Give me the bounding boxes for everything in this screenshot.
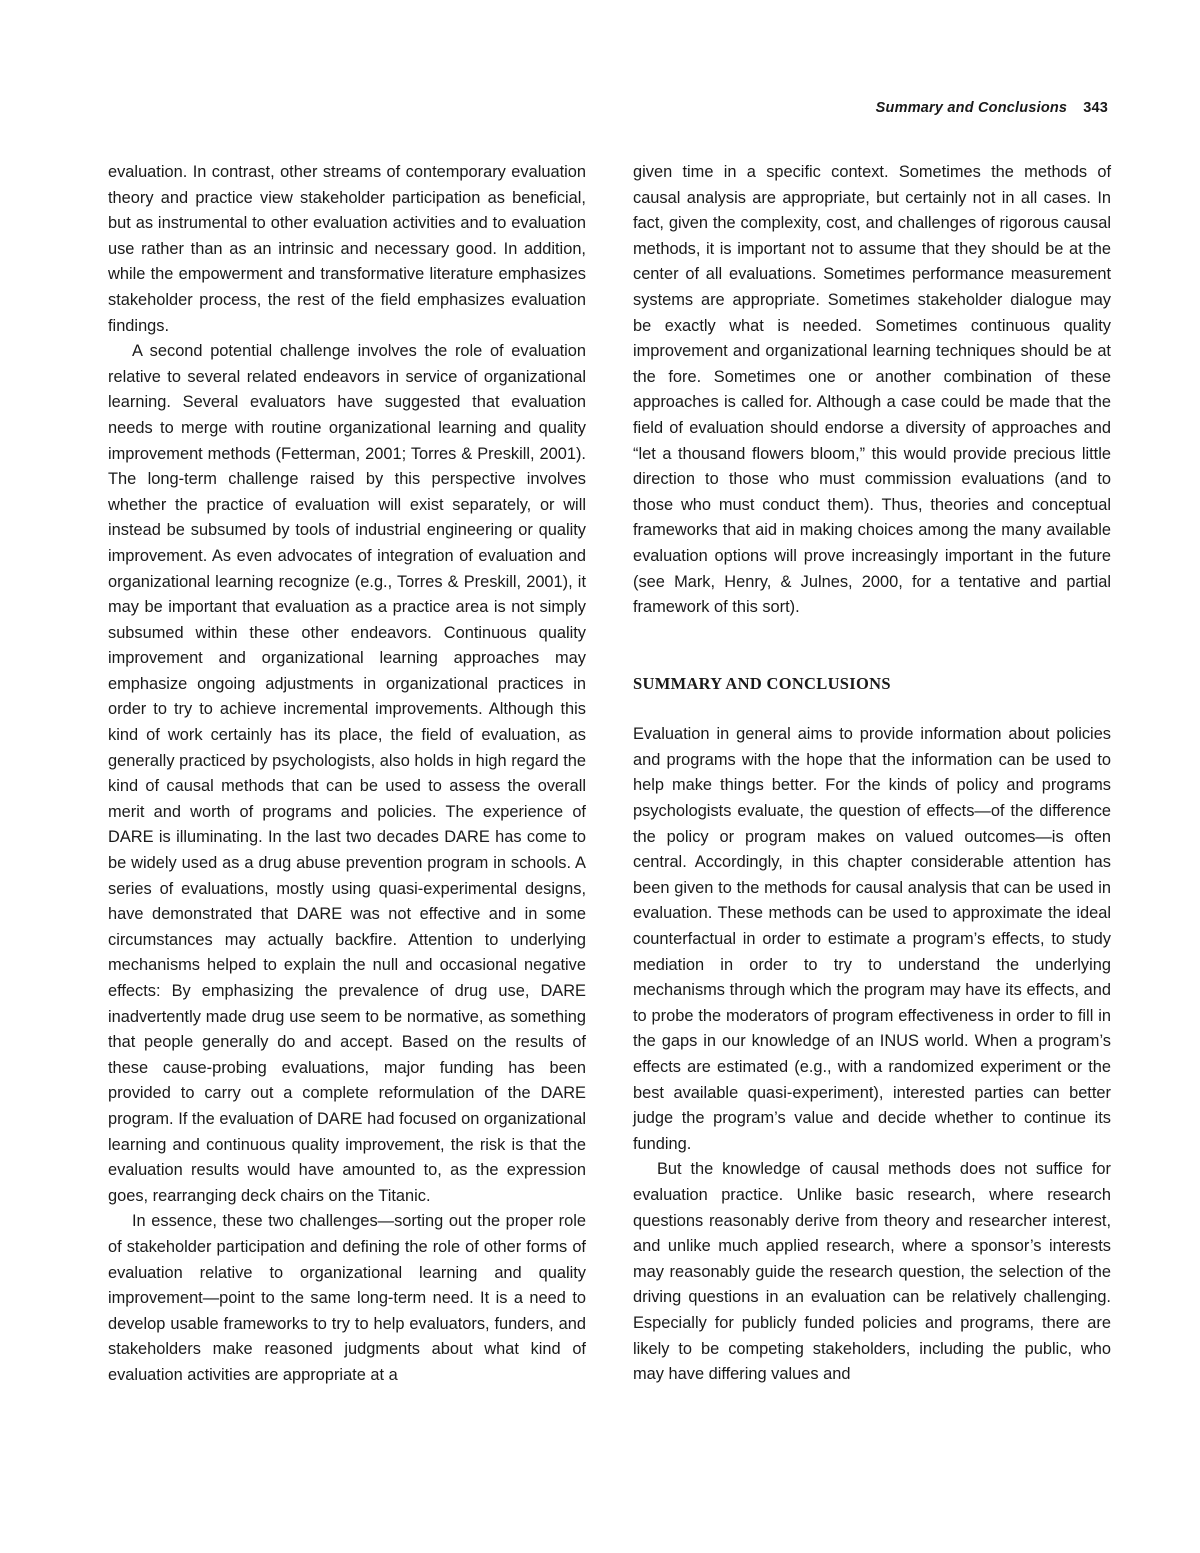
running-title: Summary and Conclusions (875, 100, 1068, 116)
running-head (876, 100, 1108, 116)
paragraph: In essence, these two challenges—sorting out the proper role of stakeholder participation and defining the role of other forms of evaluation relative to organizational learning and quality improvement—point to the same long-term need. It is a need to develop usable frameworks to try to help evaluators, funders, and stakeholders make reasoned judgments about what kind of evaluation activities are appropriate at a (108, 1212, 586, 1384)
paragraph: Evaluation in general aims to provide information about policies and programs with the hope that the information can be used to help make things better. For the kinds of policy and programs psychologists evaluate, the question of effects—of the difference the policy or program makes on valued outcomes—is often central. Accordingly, in this chapter considerable attention has been given to the methods for causal analysis that can be used in evaluation. These methods can be used to approximate the ideal counterfactual in order to estimate a program’s effects, to study mediation in order to try to understand the underlying mechanisms through which the program may have its effects, and to probe the moderators of program effectiveness in order to fill in the gaps in our knowledge of an INUS world. When a program’s effects are estimated (e.g., with a randomized experiment or the best available quasi-experiment), interested parties can better judge the program’s value and decide whether to continue its funding. (633, 725, 1111, 1153)
paragraph: evaluation. In contrast, other streams of contemporary evaluation theory and practice view stakeholder participation as beneficial, but as instrumental to other evaluation activities and to evaluation use rather than as an intrinsic and necessary good. In addition, while the empowerment and transformative literature emphasizes stakeholder process, the rest of the field emphasizes evaluation findings. (108, 163, 586, 335)
paragraph: given time in a specific context. Sometimes the methods of causal analysis are appropriate, but certainly not in all cases. In fact, given the complexity, cost, and challenges of rigorous causal methods, it is important not to assume that they should be at the center of all evaluations. Sometimes performance measurement systems are appropriate. Sometimes stakeholder dialogue may be exactly what is needed. Sometimes continuous quality improvement and organizational learning techniques should be at the fore. Sometimes one or another combination of these approaches is called for. Although a case could be made that the field of evaluation should endorse a diversity of approaches and “let a thousand flowers bloom,” this would provide precious little direction to those who must commission evaluations (and to those who must conduct them). Thus, theories and conceptual frameworks that aid in making choices among the many available evaluation options will prove increasingly important in the future (see Mark, Henry, & Julnes, 2000, for a tentative and partial framework of this sort). (633, 163, 1111, 617)
paragraph: A second potential challenge involves the role of evaluation relative to several related endeavors in service of organizational learning. Several evaluators have suggested that evaluation needs to merge with routine organizational learning and quality improvement methods (Fetterman, 2001; Torres & Preskill, 2001). The long-term challenge raised by this perspective involves whether the practice of evaluation will exist separately, or will instead be subsumed by tools of industrial engineering or quality improvement. As even advocates of integration of evaluation and organizational learning recognize (e.g., Torres & Preskill, 2001), it may be important that evaluation as a practice area is not simply subsumed within these other endeavors. Continuous quality improvement and organizational learning approaches may emphasize ongoing adjustments in organizational practices in order to try to achieve incremental improvements. Although this kind of work certainly has its place, the field of evaluation, as generally practiced by psychologists, also holds in high regard the kind of causal methods that can be used to assess the overall merit and worth of programs and policies. The experience of DARE is illuminating. In the last two decades DARE has come to be widely used as a drug abuse prevention program in schools. A series of evaluations, mostly using quasi-experimental designs, have demonstrated that DARE was not effective and in some circumstances may actually backfire. Attention to underlying mechanisms helped to explain the null and occasional negative effects: By emphasizing the prevalence of drug use, DARE inadvertently made drug use seem to be normative, as something that people generally do and accept. Based on the results of these cause-probing evaluations, major funding has been provided to carry out a complete reformulation of the DARE program. If the evaluation of DARE had focused on organizational learning and continuous quality improvement, the risk is that the evaluation results would have amounted to, as the expression goes, rearranging deck chairs on the Titanic. (108, 342, 586, 1205)
section-heading: SUMMARY AND CONCLUSIONS (633, 673, 891, 693)
paragraph: But the knowledge of causal methods does not suffice for evaluation practice. Unlike basic research, where research questions reasonably derive from theory and researcher interest, and unlike much applied research, where a sponsor’s interests may reasonably guide the research question, the selection of the driving questions in an evaluation can be relatively challenging. Especially for publicly funded policies and programs, there are likely to be competing stakeholders, including the public, who may have differing values and (633, 1160, 1111, 1384)
left-column (108, 160, 586, 1389)
right-column (633, 160, 1111, 1388)
page-number: 343 (1083, 100, 1108, 116)
